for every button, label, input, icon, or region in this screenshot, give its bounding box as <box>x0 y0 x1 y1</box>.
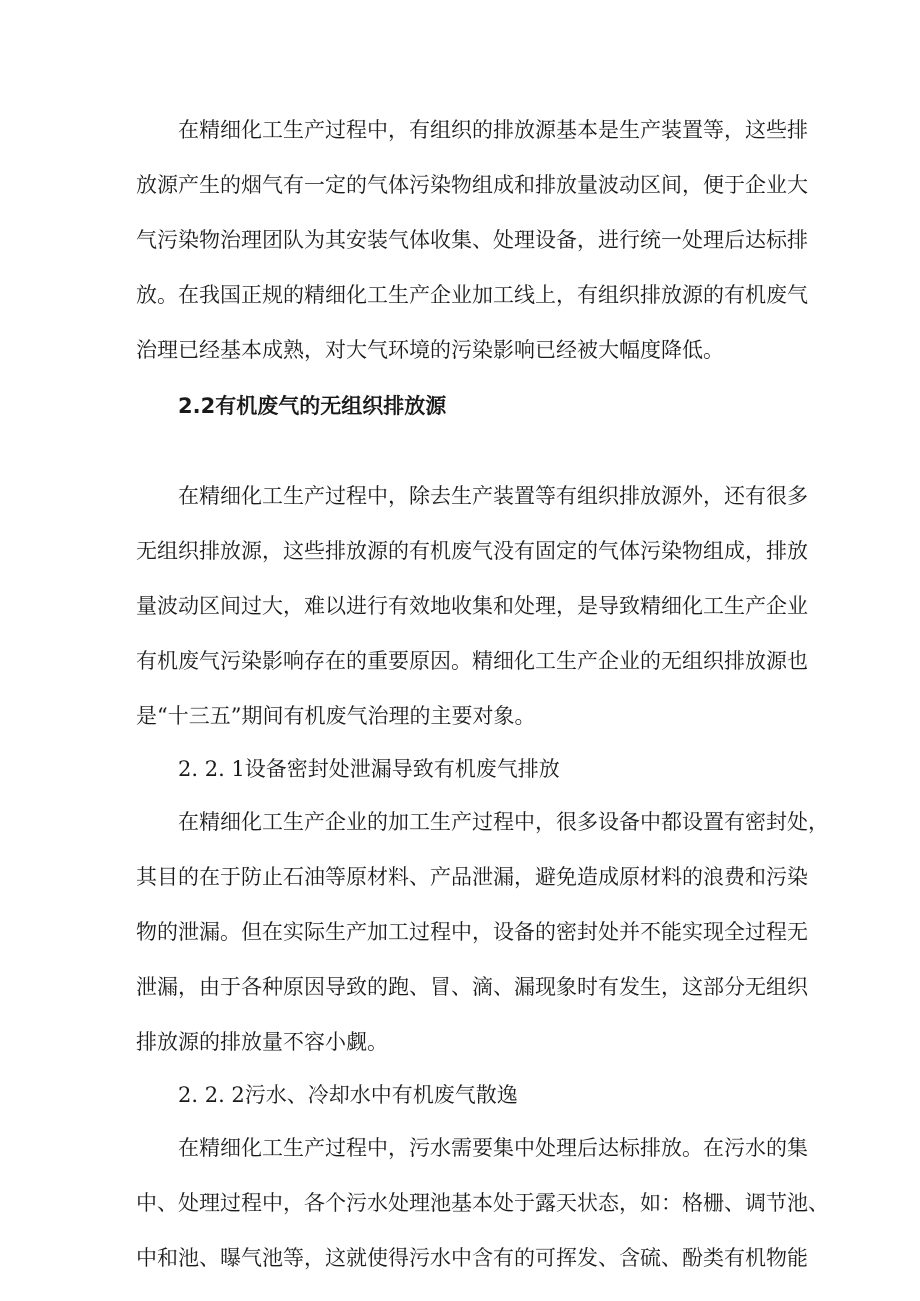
paragraph-line: 治理已经基本成熟，对大气环境的污染影响已经被大幅度降低。 <box>136 338 724 362</box>
section-heading-2-2-1: 2. 2. 1设备密封处泄漏导致有机废气排放 <box>178 757 560 781</box>
section-heading-2-2: 2.2有机废气的无组织排放源 <box>178 394 447 418</box>
paragraph-line: 中和池、曝气池等，这就使得污水中含有的可挥发、含硫、酚类有机物能 <box>136 1246 808 1270</box>
paragraph-line: 泄漏，由于各种原因导致的跑、冒、滴、漏现象时有发生，这部分无组织 <box>136 975 808 999</box>
paragraph-line: 无组织排放源，这些排放源的有机废气没有固定的气体污染物组成，排放 <box>136 539 808 563</box>
paragraph-line: 物的泄漏。但在实际生产加工过程中，设备的密封处并不能实现全过程无 <box>136 920 808 944</box>
paragraph-line: 有机废气污染影响存在的重要原因。精细化工生产企业的无组织排放源也 <box>136 649 808 673</box>
paragraph-line: 在精细化工生产过程中，污水需要集中处理后达标排放。在污水的集 <box>178 1136 808 1160</box>
section-heading-2-2-2: 2. 2. 2污水、冷却水中有机废气散逸 <box>178 1083 518 1107</box>
paragraph-line: 量波动区间过大，难以进行有效地收集和处理，是导致精细化工生产企业 <box>136 594 808 618</box>
paragraph-line: 在精细化工生产过程中，有组织的排放源基本是生产装置等，这些排 <box>178 118 808 142</box>
paragraph-line: 是“十三五”期间有机废气治理的主要对象。 <box>136 704 536 728</box>
paragraph-line: 放。在我国正规的精细化工生产企业加工线上，有组织排放源的有机废气 <box>136 283 808 307</box>
paragraph-line: 排放源的排放量不容小觑。 <box>136 1030 388 1054</box>
paragraph-line: 在精细化工生产过程中，除去生产装置等有组织排放源外，还有很多 <box>178 484 808 508</box>
paragraph-line: 气污染物治理团队为其安装气体收集、处理设备，进行统一处理后达标排 <box>136 228 808 252</box>
paragraph-line: 其目的在于防止石油等原材料、产品泄漏，避免造成原材料的浪费和污染 <box>136 865 808 889</box>
paragraph-line: 放源产生的烟气有一定的气体污染物组成和排放量波动区间，便于企业大 <box>136 173 808 197</box>
paragraph-line: 中、处理过程中，各个污水处理池基本处于露天状态，如：格栅、调节池、 <box>136 1191 829 1215</box>
paragraph-line: 在精细化工生产企业的加工生产过程中，很多设备中都设置有密封处， <box>178 810 829 834</box>
